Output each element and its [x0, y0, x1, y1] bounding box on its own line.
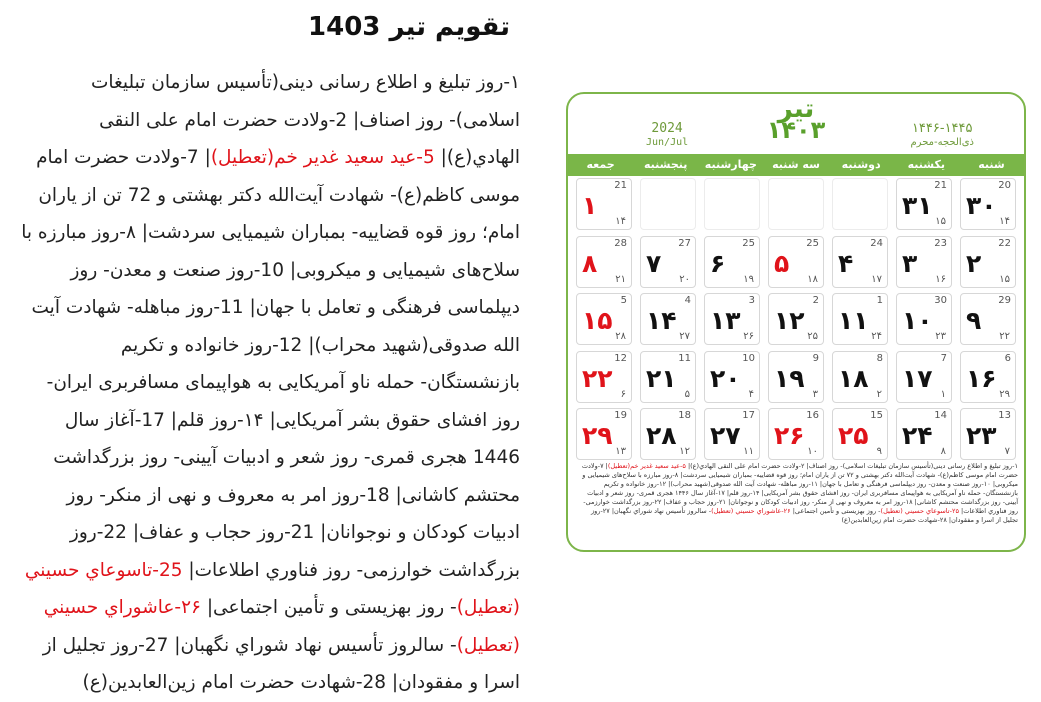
hijri-day: ۱۴	[999, 216, 1010, 227]
day-cell[interactable]	[960, 351, 1016, 403]
hijri-day: ۱۱	[743, 446, 754, 457]
day-cell[interactable]	[576, 408, 632, 460]
day-number: ۲۱	[646, 363, 677, 393]
events-article	[20, 64, 520, 702]
hijri-year	[910, 122, 974, 150]
gregorian-day: 16	[806, 410, 819, 421]
day-number: ۶	[710, 248, 726, 278]
gregorian-day: 27	[678, 237, 691, 249]
hijri-day: ۳	[812, 388, 818, 400]
gregorian-day: 14	[934, 410, 947, 421]
hijri-day: ۱۴	[615, 216, 626, 227]
day-number: ۲	[966, 248, 982, 278]
gregorian-day: 7	[940, 352, 947, 364]
empty-cell	[640, 178, 696, 230]
hijri-day: ۲	[876, 388, 882, 400]
footnote-text: ۱-روز تبليغ و اطلاع رسانی دينی(تأسيس سازمان تبليغات اسلامی)- روز اصناف| ۲-ولادت حضرت امام علی النقی الهادي(ع)|	[685, 462, 1018, 470]
hijri-day: ۴	[748, 388, 754, 400]
hijri-day: ۷	[1004, 446, 1010, 457]
day-number: ۱۷	[902, 363, 933, 393]
footnote-holiday: ۲۶-عاشوراي حسيني (تعطیل)	[711, 507, 791, 515]
holiday-day-number: ۲۵	[838, 421, 869, 450]
weekday-label: جمعه	[586, 158, 615, 171]
day-cell[interactable]	[960, 236, 1016, 288]
weekday-bar	[568, 154, 1024, 176]
gregorian-day: 28	[614, 237, 627, 249]
footnote-text: | ۷-ولادت حضرت امام موسی کاظم(ع)- شهادت آيت‌الله دکتر بهشتی و ۷۲ تن از ياران امام؛ روز قوه قضاييه- بمباران شيميايی سردشت| ۸-روز مبارزه با سلاح‌های شيميايی و ميکروبی| ۱۰-روز صنعت و معدن- روز ديپلماسی فرهنگی و تعامل با جهان| ۱۱-روز مباهله- شهادت آيت الله صدوقی(شهيد محراب)| ۱۲-روز خانواده و تکريم بازنشستگان- حمله ناو آمريکايی به هواپيمای مسافربری ايران- روز افشای حقوق بشر آمريکايی| ۱۴-روز قلم| ۱۷-آغاز سال ۱۴۴۶ هجری قمری- روز شعر و ادبيات آيينی- روز بزرگداشت محتشم کاشانی| ۱۸-روز امر به معروف و نهی از منکر- روز ادبيات کودکان و نوجوانان| ۲۱-روز حجاب و عفاف| ۲۲-روز بزرگداشت خوارزمی- روز فناوري اطلاعات|	[581, 462, 1018, 515]
hijri-day: ۲۳	[935, 331, 946, 342]
hijri-day: ۱۶	[935, 273, 946, 285]
gregorian-day: 5	[620, 295, 627, 306]
hijri-day: ۸	[940, 446, 946, 457]
gregorian-day: 23	[934, 237, 947, 249]
footnote-holiday: ۵-عید سعید غدیر خم(تعطیل)	[607, 462, 686, 470]
day-cell[interactable]	[896, 351, 952, 403]
gregorian-day: 18	[678, 410, 691, 421]
gregorian-year	[646, 122, 688, 150]
day-number: ۱۲	[774, 306, 805, 335]
gregorian-day: 8	[876, 352, 883, 364]
holiday-day-number: ۸	[582, 248, 598, 278]
hijri-day: ۲۷	[679, 331, 690, 342]
footnote-holiday: ۲۵-تاسوعاي حسيني (تعطیل)	[880, 507, 959, 515]
weekday-label: چهارشنبه	[704, 158, 757, 171]
hijri-day: ۲۴	[871, 331, 882, 342]
day-cell[interactable]	[832, 408, 888, 460]
gregorian-day: 15	[870, 410, 883, 421]
day-number: ۲۰	[710, 363, 741, 393]
day-cell[interactable]	[896, 236, 952, 288]
gregorian-day: 3	[748, 295, 755, 306]
gregorian-day: 2	[812, 295, 819, 306]
month-name: تیر	[777, 94, 815, 124]
hijri-day: ۱۲	[679, 446, 690, 457]
day-cell[interactable]	[704, 408, 760, 460]
hijri-day: ۲۶	[743, 331, 754, 342]
day-cell[interactable]	[704, 351, 760, 403]
day-number: ۱۸	[838, 363, 869, 393]
day-cell[interactable]	[832, 236, 888, 288]
gregorian-day: 25	[742, 237, 755, 249]
day-cell[interactable]	[640, 293, 696, 345]
event-text: - روز بهزیستی و تأمين اجتماعی|	[200, 597, 457, 618]
empty-cell	[768, 178, 824, 230]
page-title: تقویم تیر 1403	[308, 12, 510, 42]
empty-cell	[832, 178, 888, 230]
gregorian-months: Jun/Jul	[646, 137, 689, 148]
holiday-text: 5-عید سعید غدير خم(تعطیل)	[210, 147, 435, 168]
day-cell[interactable]	[576, 178, 632, 230]
day-number: ۲۷	[710, 421, 741, 450]
empty-cell	[704, 178, 760, 230]
hijri-day: ۱۵	[935, 216, 946, 227]
day-cell[interactable]	[896, 408, 952, 460]
holiday-day-number: ۵	[774, 248, 790, 278]
weekday-label: دوشنبه	[841, 158, 881, 171]
holiday-day-number: ۲۲	[582, 363, 613, 393]
hijri-day: ۵	[684, 388, 690, 400]
hijri-day: ۲۱	[615, 273, 626, 285]
hijri-day: ۱۰	[807, 446, 818, 457]
footnote-text: - سالروز تأسيس نهاد شوراي نگهبان| ۲۷-روز تجليل از اسرا و مفقودان| ۲۸-شهادت حضرت امام زين‌العابدين(ع)	[591, 507, 1018, 524]
calendar-card	[566, 92, 1026, 552]
day-cell[interactable]	[896, 293, 952, 345]
gregorian-day: 30	[934, 295, 947, 306]
day-cell[interactable]	[768, 293, 824, 345]
gregorian-day: 20	[998, 180, 1011, 191]
gregorian-day: 29	[998, 295, 1011, 306]
hijri-year-numbers: ۱۴۴۶-۱۴۴۵	[911, 121, 973, 136]
hijri-day: ۲۵	[807, 331, 818, 342]
day-number: ۷	[646, 248, 662, 278]
day-cell[interactable]	[640, 351, 696, 403]
day-cell[interactable]	[704, 236, 760, 288]
day-cell[interactable]	[640, 236, 696, 288]
gregorian-day: 6	[1004, 352, 1011, 364]
calendar-header	[568, 94, 1024, 154]
gregorian-day: 22	[998, 237, 1011, 249]
hijri-day: ۱۸	[807, 273, 818, 285]
hijri-day: ۲۹	[999, 388, 1010, 400]
day-cell[interactable]	[640, 408, 696, 460]
day-cell[interactable]	[960, 293, 1016, 345]
day-cell[interactable]	[576, 293, 632, 345]
day-number: ۱۳	[710, 306, 741, 335]
footnote-text: - روز بهزیستی و تأمين اجتماعی|	[790, 507, 881, 515]
gregorian-day: 21	[934, 180, 947, 191]
hijri-day: ۱۷	[871, 273, 882, 285]
gregorian-day: 11	[678, 352, 691, 364]
event-text: - سالروز تأسيس نهاد شوراي نگهبان| 27-روز تجليل از اسرا و مفقودان| 28-شهادت حضرت امام زين‌العابدين(ع)	[42, 634, 520, 693]
day-cell[interactable]	[960, 408, 1016, 460]
day-number: ۹	[966, 306, 982, 335]
hijri-day: ۹	[876, 446, 882, 457]
gregorian-day: 13	[998, 410, 1011, 421]
holiday-day-number: ۱۵	[582, 306, 613, 335]
gregorian-day: 4	[684, 295, 691, 306]
gregorian-day: 9	[812, 352, 819, 364]
day-number: ۲۴	[902, 421, 933, 450]
gregorian-year-number: 2024	[651, 121, 683, 136]
day-cell[interactable]	[768, 351, 824, 403]
hijri-day: ۱	[940, 388, 946, 400]
event-text: | 7-ولادت حضرت امام موسی کاظم(ع)- شهادت آيت‌الله دکتر بهشتی و 72 تن از ياران امام؛ روز قوه قضاييه- بمباران شيميايی سردشت| ۸-روز مبارزه با سلاح‌های شيميايی و ميکروبی| 10-روز صنعت و معدن- روز ديپلماسی فرهنگی و تعامل با جهان| 11-روز مباهله- شهادت آيت الله صدوقی(شهيد محراب)| 12-روز خانواده و تکريم بازنشستگان- حمله ناو آمريکايی به هواپيمای مسافربری ايران- روز افشای حقوق بشر آمريکايی| ۱۴-روز قلم| 17-آغاز سال 1446 هجری قمری- روز شعر و ادبيات آيينی- روز بزرگداشت محتشم کاشانی| 18-روز امر به معروف و نهی از منکر- روز ادبيات کودکان و نوجوانان| 21-روز حجاب و عفاف| 22-روز بزرگداشت خوارزمی- روز فناوري اطلاعات|	[21, 147, 520, 581]
day-number: ۲۳	[966, 421, 997, 450]
day-number: ۲۸	[646, 421, 677, 450]
gregorian-day: 17	[742, 410, 755, 421]
weekday-label: پنجشنبه	[644, 158, 688, 171]
persian-year: ۱۴۰۳	[766, 116, 826, 144]
gregorian-day: 21	[614, 180, 627, 191]
day-number: ۱۱	[838, 306, 869, 335]
day-number: ۳۱	[902, 191, 933, 220]
calendar-footnote	[574, 462, 1018, 525]
holiday-day-number: ۲۹	[582, 421, 613, 450]
day-number: ۱۶	[966, 363, 997, 393]
day-number: ۱۰	[902, 306, 933, 335]
hijri-day: ۱۳	[615, 446, 626, 457]
day-cell[interactable]	[704, 293, 760, 345]
day-cell[interactable]	[832, 293, 888, 345]
day-cell[interactable]	[576, 236, 632, 288]
holiday-text: ۲۶-عاشوراي حسيني (تعطیل)	[43, 597, 520, 656]
gregorian-day: 24	[870, 237, 883, 249]
day-number: ۱۴	[646, 306, 677, 335]
hijri-day: ۱۵	[999, 273, 1010, 285]
day-cell[interactable]	[768, 408, 824, 460]
gregorian-day: 12	[614, 352, 627, 364]
day-cell[interactable]	[896, 178, 952, 230]
hijri-day: ۲۲	[999, 331, 1010, 342]
hijri-day: ۱۹	[743, 273, 754, 285]
hijri-day: ۲۰	[679, 273, 690, 285]
weekday-label: شنبه	[978, 158, 1005, 171]
day-cell[interactable]	[832, 351, 888, 403]
gregorian-day: 25	[806, 237, 819, 249]
event-text: ۱-روز تبليغ و اطلاع رسانی دينی(تأسيس سازمان تبليغات اسلامی)- روز اصناف| 2-ولادت حضرت امام علی النقی الهادي(ع)|	[90, 72, 520, 168]
hijri-months: ذی‌الحجه-محرم	[910, 137, 974, 148]
day-cell[interactable]	[576, 351, 632, 403]
day-number: ۳۰	[966, 191, 997, 220]
hijri-day: ۶	[620, 388, 626, 400]
day-number: ۳	[902, 248, 918, 278]
day-number: ۱۹	[774, 363, 805, 393]
hijri-day: ۲۸	[615, 331, 626, 342]
holiday-day-number: ۱	[582, 191, 598, 220]
gregorian-day: 19	[614, 410, 627, 421]
gregorian-day: 1	[876, 295, 883, 306]
day-number: ۴	[838, 248, 854, 278]
weekday-label: یکشنبه	[907, 158, 945, 171]
weekday-label: سه شنبه	[772, 158, 820, 171]
holiday-day-number: ۲۶	[774, 421, 805, 450]
day-cell[interactable]	[960, 178, 1016, 230]
day-cell[interactable]	[768, 236, 824, 288]
holiday-text: 25-تاسوعاي حسيني (تعطیل)	[24, 559, 520, 618]
gregorian-day: 10	[742, 352, 755, 364]
